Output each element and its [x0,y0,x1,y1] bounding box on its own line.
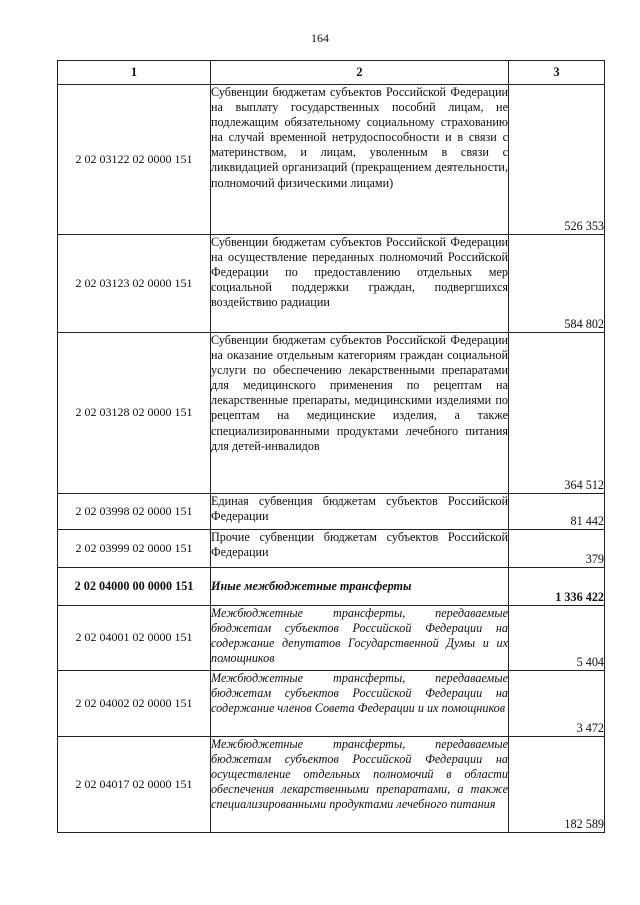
row-name: Межбюджетные трансферты, передаваемые бюджетам субъектов Российской Федерации на осуществление отдельных полномочий в области обеспечения лекарственными препаратами, а также специализированными продуктами лечебного питания [211,737,509,833]
row-amount: 364 512 [509,333,605,494]
row-amount: 526 353 [509,85,605,235]
row-code: 2 02 04017 02 0000 151 [58,737,211,833]
table-row [58,737,605,833]
row-code: 2 02 03128 02 0000 151 [58,333,211,494]
budget-table [57,60,605,833]
row-name: Субвенции бюджетам субъектов Российской Федерации на оказание отдельным категориям граждан социальной услуги по обеспечению лекарственными препаратами для медицинского применения по рецептам на лекарственные препараты, медицинскими изделиями по рецептам на медицинские изделия, а также специализированными продуктами лечебного питания для детей-инвалидов [211,333,509,494]
row-amount: 1 336 422 [509,568,605,606]
row-amount: 379 [509,530,605,568]
row-code: 2 02 04001 02 0000 151 [58,606,211,671]
row-amount: 182 589 [509,737,605,833]
row-name: Субвенции бюджетам субъектов Российской Федерации на осуществление переданных полномочий Российской Федерации по предоставлению отдельных мер социальной поддержки граждан, подвергшихся воздействию радиации [211,235,509,333]
header-col-2: 2 [211,61,509,85]
table-row [58,85,605,235]
row-code: 2 02 03999 02 0000 151 [58,530,211,568]
table-row [58,671,605,737]
row-name: Межбюджетные трансферты, передаваемые бюджетам субъектов Российской Федерации на содержание членов Совета Федерации и их помощников [211,671,509,737]
header-col-3: 3 [509,61,605,85]
row-code: 2 02 03998 02 0000 151 [58,494,211,530]
row-code: 2 02 03122 02 0000 151 [58,85,211,235]
table-row [58,530,605,568]
row-amount: 5 404 [509,606,605,671]
page-number: 164 [311,31,329,45]
row-amount: 584 802 [509,235,605,333]
row-amount: 81 442 [509,494,605,530]
table-group-row [58,568,605,606]
table-header-row [58,61,605,85]
header-col-1: 1 [58,61,211,85]
row-name: Иные межбюджетные трансферты [211,568,509,606]
table-row [58,235,605,333]
table-row [58,606,605,671]
row-code: 2 02 04000 00 0000 151 [58,568,211,606]
row-code: 2 02 03123 02 0000 151 [58,235,211,333]
row-name: Субвенции бюджетам субъектов Российской Федерации на выплату государственных пособий лицам, не подлежащим обязательному социальному страхованию на случай временной нетрудоспособности и в связи с материнством, и лицам, уволенным в связи с ликвидацией организаций (прекращением деятельности, полномочий физическими лицами) [211,85,509,235]
row-name: Межбюджетные трансферты, передаваемые бюджетам субъектов Российской Федерации на содержание депутатов Государственной Думы и их помощников [211,606,509,671]
table-row [58,494,605,530]
row-code: 2 02 04002 02 0000 151 [58,671,211,737]
row-amount: 3 472 [509,671,605,737]
table-row [58,333,605,494]
row-name: Единая субвенция бюджетам субъектов Российской Федерации [211,494,509,530]
row-name: Прочие субвенции бюджетам субъектов Российской Федерации [211,530,509,568]
